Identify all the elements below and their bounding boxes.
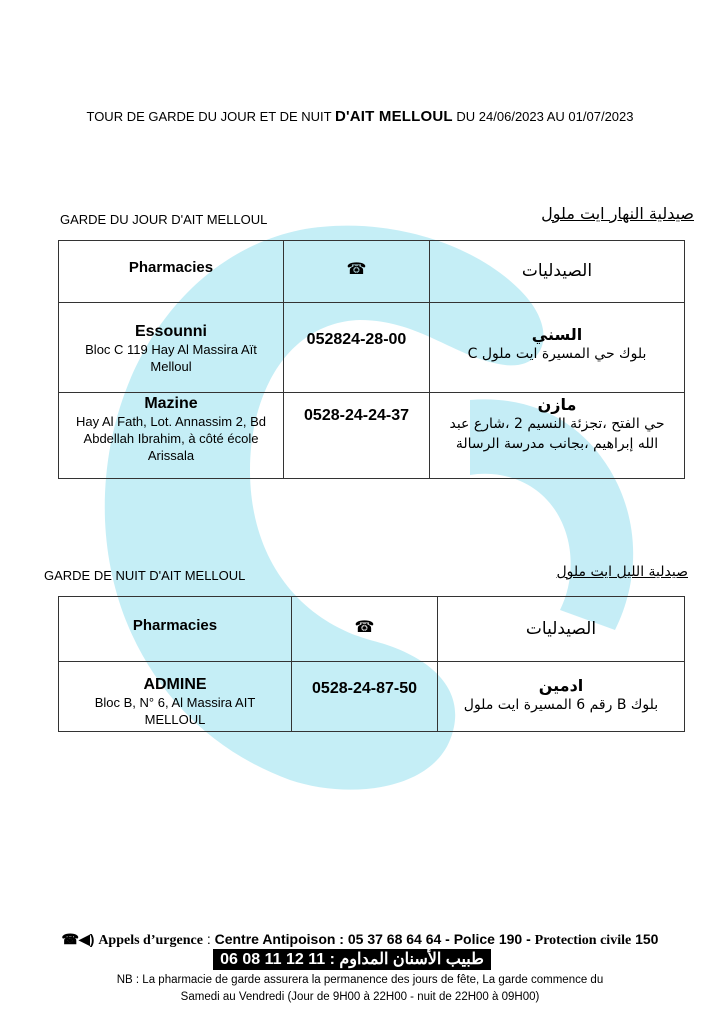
column-header-pharmacies: Pharmacies (132, 617, 218, 634)
pharmacy-cell-ar (438, 662, 685, 732)
pharmacy-address: Bloc B, N° 6, Al Massira AIT MELLOUL (94, 695, 256, 727)
day-section-title-ar: صيدلية النهار ايت ملول (541, 204, 694, 223)
emergency-phone-icon: ☎◀) (61, 931, 95, 947)
pharmacy-name: Mazine (144, 395, 198, 412)
table-row (59, 662, 685, 732)
night-section-title-fr: GARDE DE NUIT D'AIT MELLOUL (44, 568, 246, 583)
nb-note (0, 972, 720, 1006)
pharmacy-phone: 0528-24-87-50 (312, 680, 417, 697)
phone-icon: ☎ (346, 261, 367, 278)
table-row (59, 303, 685, 393)
column-header-pharmacies-ar: الصيدليات (521, 261, 593, 281)
nb-line-2: Samedi au Vendredi (Jour de 9H00 à 22H00 - nuit de 22H00 à 09H00) (180, 991, 540, 1003)
title-part1: TOUR DE GARDE DU JOUR ET DE NUIT (86, 109, 335, 124)
pharmacy-address: Bloc C 119 Hay Al Massira Aït Melloul (85, 342, 257, 374)
page-title (0, 108, 720, 125)
pharmacy-address: Hay Al Fath, Lot. Annassim 2, Bd Abdellah Ibrahim, à côté école Arissala (75, 414, 267, 463)
pharmacy-cell-ar (430, 393, 685, 479)
pharmacy-phone: 052824-28-00 (306, 331, 407, 348)
night-pharmacy-table (58, 596, 685, 732)
pharmacy-cell (59, 303, 284, 393)
column-header-pharmacies: Pharmacies (128, 259, 214, 276)
title-city: D'AIT MELLOUL (334, 108, 453, 125)
pharmacy-name: ADMINE (143, 676, 207, 693)
antipoison-text: Centre Antipoison : 05 37 68 64 64 - Police 190 - (214, 931, 535, 947)
header-cell-fr (59, 597, 292, 662)
header-cell-phone (284, 241, 430, 303)
pharmacy-cell (59, 393, 284, 479)
table-header-row (59, 597, 685, 662)
pharmacy-name-ar: السني (531, 325, 583, 344)
header-cell-ar (430, 241, 685, 303)
urgence-colon: : (202, 931, 215, 947)
pharmacy-address-ar: بلوك حي المسيرة ايت ملول C (467, 346, 647, 362)
header-cell-ar (438, 597, 685, 662)
phone-cell (284, 393, 430, 479)
header-cell-fr (59, 241, 284, 303)
pharmacy-cell-ar (430, 303, 685, 393)
day-section-title-fr: GARDE DU JOUR D'AIT MELLOUL (60, 212, 268, 227)
phone-cell (292, 662, 438, 732)
emergency-line (0, 931, 720, 949)
pharmacy-address-ar: بلوك B رقم 6 المسيرة ايت ملول (463, 697, 659, 713)
protection-label: Protection civile (534, 933, 632, 948)
table-header-row (59, 241, 685, 303)
day-pharmacy-table (58, 240, 685, 479)
phone-icon: ☎ (354, 619, 375, 636)
pharmacy-name: Essounni (134, 323, 207, 340)
nb-line-1: NB : La pharmacie de garde assurera la permanence des jours de fête, La garde commence du (116, 974, 604, 986)
pharmacy-address-ar: حي الفتح ،تجزئة النسيم 2 ،شارع عبد الله إبراهيم ،بجانب مدرسة الرسالة (449, 416, 665, 452)
header-cell-phone (292, 597, 438, 662)
night-section-title-ar: صيدلية الليل ايت ملول (556, 564, 688, 580)
table-row (59, 393, 685, 479)
protection-number: 150 (631, 931, 659, 947)
pharmacy-phone: 0528-24-24-37 (304, 407, 409, 424)
urgence-label: Appels d’urgence (98, 933, 203, 948)
column-header-pharmacies-ar: الصيدليات (525, 619, 597, 639)
title-part2: DU 24/06/2023 AU 01/07/2023 (452, 109, 634, 124)
pharmacy-name-ar: مازن (537, 395, 577, 414)
pharmacy-cell (59, 662, 292, 732)
pharmacy-name-ar: ادمين (538, 676, 584, 695)
dentist-banner: طبيب الأسنان المداوم : 11 12 11 08 06 (213, 949, 491, 970)
phone-cell (284, 303, 430, 393)
